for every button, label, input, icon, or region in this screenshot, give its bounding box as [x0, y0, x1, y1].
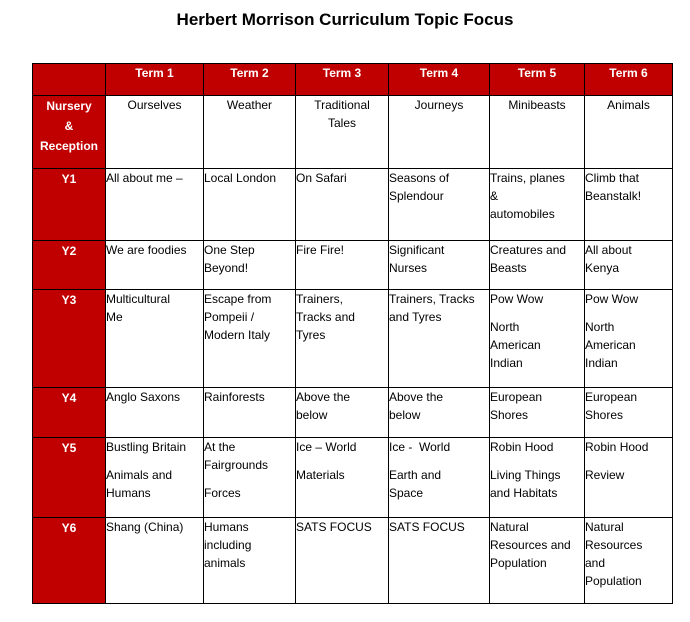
- topic-cell: [490, 290, 585, 388]
- topic-text: &: [490, 189, 499, 203]
- year-label-line: Reception: [39, 139, 98, 153]
- year-label-line: Y6: [61, 521, 77, 535]
- topic-text: Natural: [490, 520, 529, 534]
- topic-text: Kenya: [585, 261, 620, 275]
- topic-cell: [389, 438, 490, 518]
- table-row: [33, 290, 673, 388]
- topic-text: Ourselves: [127, 98, 182, 112]
- term-header: Term 2: [204, 64, 296, 96]
- corner-cell: [33, 64, 106, 96]
- topic-text: Robin Hood: [490, 440, 554, 454]
- topic-cell: [106, 241, 204, 290]
- topic-cell: [585, 241, 673, 290]
- year-label: [33, 388, 106, 438]
- year-label: [33, 290, 106, 388]
- topic-cell: [296, 388, 389, 438]
- table-row: [33, 388, 673, 438]
- topic-text: Fairgrounds: [204, 458, 269, 472]
- topic-text: Animals: [607, 98, 650, 112]
- topic-text: Fire Fire!: [296, 243, 344, 257]
- paragraph-gap: [585, 456, 672, 466]
- topic-text: Above the: [389, 390, 444, 404]
- topic-text: Robin Hood: [585, 440, 649, 454]
- topic-cell: [585, 169, 673, 241]
- topic-text: Tales: [327, 116, 356, 130]
- topic-text: Local London: [204, 171, 277, 185]
- year-label: [33, 438, 106, 518]
- table-row: [33, 241, 673, 290]
- topic-text: Resources and: [490, 538, 571, 552]
- topic-text: Materials: [296, 468, 345, 482]
- paragraph-gap: [296, 456, 388, 466]
- topic-text: Resources: [585, 538, 643, 552]
- topic-text: North: [585, 320, 615, 334]
- topic-text: Splendour: [389, 189, 444, 203]
- topic-cell: [106, 290, 204, 388]
- topic-text: Weather: [226, 98, 273, 112]
- topic-text: SATS FOCUS: [296, 520, 372, 534]
- topic-cell: [296, 290, 389, 388]
- topic-text: We are foodies: [106, 243, 187, 257]
- topic-text: Significant: [389, 243, 445, 257]
- topic-text: Natural: [585, 520, 624, 534]
- topic-text: All about me –: [106, 171, 183, 185]
- topic-text: Ice – World: [296, 440, 357, 454]
- term-header: Term 3: [296, 64, 389, 96]
- topic-text: Escape from: [204, 292, 272, 306]
- topic-text: Bustling Britain: [106, 440, 187, 454]
- topic-text: Modern Italy: [204, 328, 271, 342]
- topic-text: Humans: [204, 520, 249, 534]
- topic-cell: [204, 169, 296, 241]
- topic-text: Forces: [204, 486, 241, 500]
- topic-text: Multicultural: [106, 292, 171, 306]
- topic-cell: [204, 518, 296, 604]
- topic-text: Shores: [585, 408, 624, 422]
- topic-cell: [585, 96, 673, 169]
- topic-text: Trainers,: [296, 292, 343, 306]
- topic-text: American: [585, 338, 636, 352]
- term-header: Term 1: [106, 64, 204, 96]
- topic-text: Nurses: [389, 261, 428, 275]
- topic-text: Minibeasts: [508, 98, 566, 112]
- topic-cell: [296, 169, 389, 241]
- topic-text: Shang (China): [106, 520, 184, 534]
- topic-text: Creatures and: [490, 243, 567, 257]
- topic-cell: [585, 388, 673, 438]
- topic-text: Rainforests: [204, 390, 265, 404]
- topic-text: Pompeii /: [204, 310, 255, 324]
- topic-text: Ice - World: [389, 440, 451, 454]
- paragraph-gap: [585, 308, 672, 318]
- topic-cell: [490, 169, 585, 241]
- topic-text: Review: [585, 468, 625, 482]
- paragraph-gap: [389, 456, 489, 466]
- paragraph-gap: [490, 308, 584, 318]
- topic-text: Above the: [296, 390, 351, 404]
- topic-cell: [296, 96, 389, 169]
- topic-text: Indian: [490, 356, 523, 370]
- topic-text: Beanstalk!: [585, 189, 642, 203]
- topic-text: Journeys: [414, 98, 464, 112]
- topic-cell: [204, 290, 296, 388]
- topic-text: European: [585, 390, 638, 404]
- topic-cell: [389, 169, 490, 241]
- topic-text: Indian: [585, 356, 618, 370]
- topic-cell: [490, 438, 585, 518]
- table-row: [33, 438, 673, 518]
- topic-text: Shores: [490, 408, 529, 422]
- topic-cell: [490, 96, 585, 169]
- topic-text: American: [490, 338, 541, 352]
- topic-cell: [585, 518, 673, 604]
- paragraph-gap: [204, 474, 295, 484]
- topic-cell: [389, 518, 490, 604]
- topic-cell: [389, 388, 490, 438]
- topic-text: Living Things: [490, 468, 561, 482]
- topic-text: Population: [585, 574, 642, 588]
- topic-text: At the: [204, 440, 236, 454]
- table-row: [33, 96, 673, 169]
- topic-text: Climb that: [585, 171, 640, 185]
- year-label: [33, 241, 106, 290]
- year-label-line: Y1: [61, 172, 77, 186]
- topic-text: Traditional: [314, 98, 370, 112]
- topic-text: Earth and: [389, 468, 442, 482]
- topic-text: North: [490, 320, 520, 334]
- topic-text: and Tyres: [389, 310, 442, 324]
- topic-cell: [204, 388, 296, 438]
- term-header: Term 6: [585, 64, 673, 96]
- topic-text: automobiles: [490, 207, 555, 221]
- topic-text: Humans: [106, 486, 151, 500]
- topic-cell: [106, 438, 204, 518]
- topic-text: Seasons of: [389, 171, 450, 185]
- topic-cell: [389, 96, 490, 169]
- topic-text: Tracks and: [296, 310, 355, 324]
- term-header: Term 5: [490, 64, 585, 96]
- topic-cell: [585, 290, 673, 388]
- topic-text: and: [585, 556, 606, 570]
- topic-text: Population: [490, 556, 547, 570]
- year-label-line: Y5: [61, 441, 77, 455]
- topic-text: below: [296, 408, 328, 422]
- year-label-line: Y2: [61, 244, 77, 258]
- topic-text: Anglo Saxons: [106, 390, 181, 404]
- topic-cell: [204, 438, 296, 518]
- term-header: Term 4: [389, 64, 490, 96]
- topic-text: Pow Wow: [585, 292, 639, 306]
- topic-text: On Safari: [296, 171, 347, 185]
- topic-cell: [106, 169, 204, 241]
- topic-cell: [389, 290, 490, 388]
- topic-text: Beasts: [490, 261, 527, 275]
- paragraph-gap: [106, 456, 203, 466]
- topic-text: below: [389, 408, 421, 422]
- topic-cell: [585, 438, 673, 518]
- topic-cell: [490, 518, 585, 604]
- topic-text: European: [490, 390, 543, 404]
- curriculum-table: [32, 63, 673, 604]
- table-row: [33, 518, 673, 604]
- topic-cell: [389, 241, 490, 290]
- year-label: [33, 169, 106, 241]
- topic-cell: [204, 96, 296, 169]
- year-label-line: Y3: [61, 293, 77, 307]
- topic-text: and Habitats: [490, 486, 558, 500]
- topic-text: One Step: [204, 243, 255, 257]
- topic-text: Tyres: [296, 328, 326, 342]
- page-title: Herbert Morrison Curriculum Topic Focus: [176, 10, 514, 29]
- topic-text: Space: [389, 486, 424, 500]
- topic-text: Trainers, Tracks: [389, 292, 475, 306]
- topic-cell: [296, 241, 389, 290]
- topic-cell: [106, 518, 204, 604]
- year-label: [33, 518, 106, 604]
- topic-text: Beyond!: [204, 261, 249, 275]
- topic-text: Trains, planes: [490, 171, 565, 185]
- table-row: [33, 169, 673, 241]
- year-label-line: Y4: [61, 391, 77, 405]
- topic-cell: [490, 388, 585, 438]
- year-label-line: Nursery: [46, 99, 92, 113]
- year-label: [33, 96, 106, 169]
- header-row: [33, 64, 673, 96]
- topic-text: All about: [585, 243, 632, 257]
- topic-cell: [204, 241, 296, 290]
- topic-cell: [106, 96, 204, 169]
- topic-text: SATS FOCUS: [389, 520, 465, 534]
- topic-text: Animals and: [106, 468, 173, 482]
- topic-text: Pow Wow: [490, 292, 544, 306]
- topic-text: including: [204, 538, 252, 552]
- paragraph-gap: [490, 456, 584, 466]
- topic-cell: [490, 241, 585, 290]
- topic-cell: [296, 438, 389, 518]
- topic-cell: [296, 518, 389, 604]
- topic-cell: [106, 388, 204, 438]
- topic-text: Me: [106, 310, 123, 324]
- year-label-line: &: [64, 119, 74, 133]
- topic-text: animals: [204, 556, 246, 570]
